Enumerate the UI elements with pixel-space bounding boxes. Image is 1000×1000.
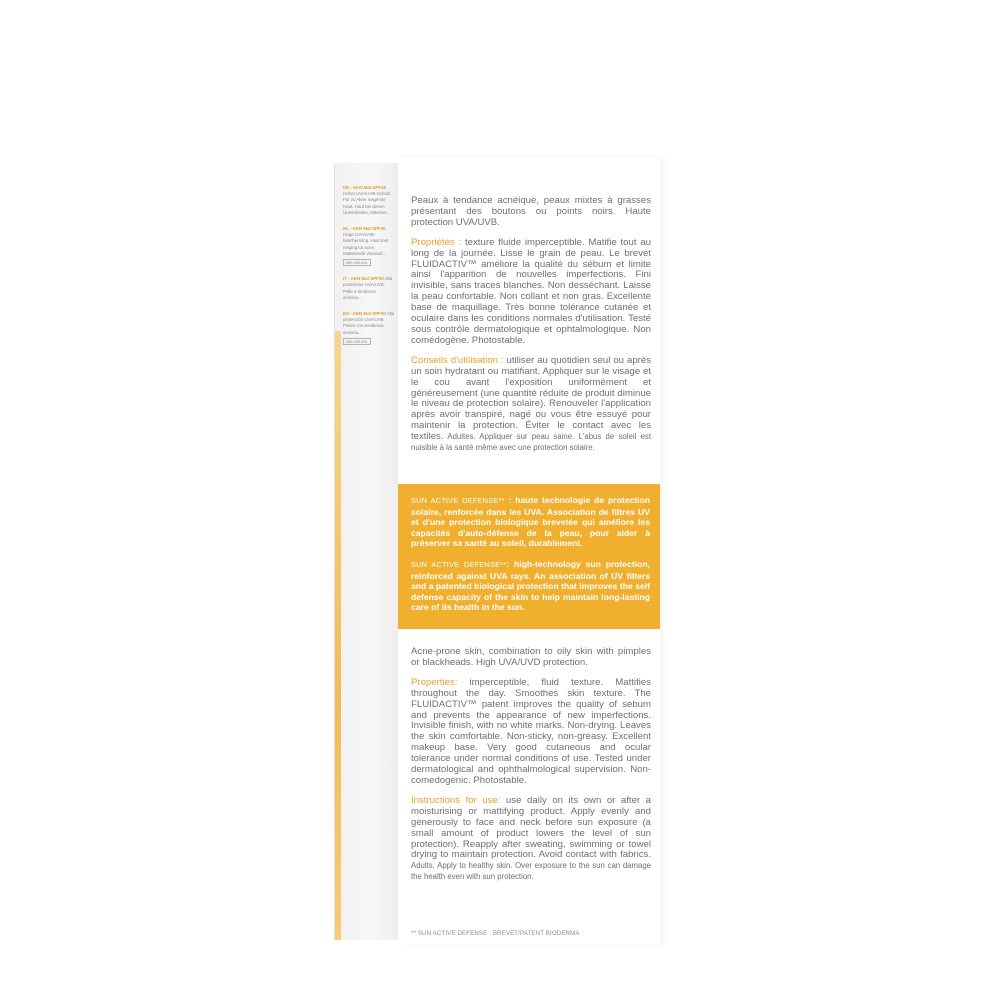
box-side-panel bbox=[334, 163, 399, 940]
sun-active-defense-banner bbox=[398, 484, 660, 629]
english-text-block bbox=[411, 647, 651, 892]
banner-en bbox=[411, 559, 650, 613]
side-heading-de: DE - AKN Mat SPF30 bbox=[343, 185, 386, 190]
side-body-it: Alta protezione UVA/UVB. Pelle a tendenza acneica... bbox=[343, 276, 393, 300]
en-properties-label: Properties: bbox=[411, 676, 458, 688]
side-heading-es: ES - AKN Mat SPF30 bbox=[343, 311, 386, 317]
side-code-2: 289-430-491 bbox=[343, 338, 371, 345]
side-block-it bbox=[343, 276, 395, 301]
side-body-nl: Hoge UVA/UVB-bescherming. Huid met neiging tot acne. Matterende vloeistof... bbox=[343, 232, 389, 256]
banner-en-brand: SUN ACTIVE DEFENSE** bbox=[411, 559, 507, 569]
fr-usage-small: Adultes. Appliquer sur peau saine. L'abus de soleil est nuisible à la santé même avec une protection solaire. bbox=[411, 432, 651, 453]
fr-usage bbox=[411, 356, 651, 454]
en-usage-text: use daily on its own or after a moisturising or mattifying product. Apply evenly and generously to face and neck before sun exposure (a small amount of product lowers the level of sun protection). Reapply after sweating, swimming or towel drying to maintain protection. Avoid contact with fabrics. bbox=[411, 794, 651, 861]
side-body-es: Alta protección UVA/UVB. Pieles con tendencia acneica... bbox=[343, 311, 395, 335]
side-body-de: Hoher UVA/UVB-Schutz. Für zu Akne neigende Haut. Haut bei denen Unreinheiten, Mitesser... bbox=[343, 191, 392, 215]
fr-intro: Peaux à tendance acnéique, peaux mixtes à grasses présentant des boutons ou points noirs. Haute protection UVA/UVB. bbox=[411, 195, 651, 228]
fr-properties-text: texture fluide imperceptible. Matifie tout au long de la journée. Lisse le grain de peau. Le brevet FLUIDACTIV™ améliore la qualité du sébum et limite ainsi l'apparition de nouvelles imperfections. Fini invisible, sans traces blanches. Non desséchant. Laisse la peau confortable. Non collant et non gras. Excellente base de maquillage. Très bonne tolérance cutanée et oculaire dans les conditions normales d'utilisation. Testé sous contrôle dermatologique et ophtalmologique. Non comédogène. Photostable. bbox=[411, 236, 651, 346]
fr-usage-label: Conseils d'utilisation : bbox=[411, 354, 504, 366]
side-block-nl bbox=[343, 226, 395, 266]
box-front-panel bbox=[398, 158, 660, 945]
side-heading-it: IT - AKN Mat SPF30 bbox=[343, 276, 384, 282]
en-usage-label: Instructions for use: bbox=[411, 794, 501, 806]
side-heading-nl: NL - AKN Mat SPF30 bbox=[343, 226, 386, 232]
side-block-de bbox=[343, 185, 395, 216]
en-properties-text: imperceptible, fluid texture. Mattifies throughout the day. Smoothes skin texture. The FLUIDACTIV™ patent improves the quality of sebum and prevents the appearance of new imperfections. Invisible finish, with no white marks. Non-drying. Leaves the skin comfortable. Non-sticky, non-greasy. Excellent makeup base. Very good cutaneous and ocular tolerance under normal conditions of use. Tested under dermatological and ophthalmological supervision. Non-comedogenic. Photostable. bbox=[411, 676, 651, 786]
en-intro: Acne-prone skin, combination to oily skin with pimples or blackheads. High UVA/UVD protection. bbox=[411, 646, 651, 668]
banner-content bbox=[411, 495, 650, 623]
side-code-1: 289-430-491 bbox=[343, 259, 371, 266]
banner-fr-text: : haute technologie de protection solaire, renforcée dans les UVA. Association de filtres UV et d'une protection biologique brevetée qui améliore les capacités d'auto-défense de la peau, pour aider à préserver sa santé au soleil, durablement. bbox=[411, 495, 651, 549]
fr-properties bbox=[411, 238, 651, 347]
side-multilingual-text bbox=[343, 185, 395, 355]
side-accent-stripe bbox=[335, 331, 341, 940]
side-block-es bbox=[343, 311, 395, 345]
en-usage bbox=[411, 796, 651, 883]
en-usage-small: Adults. Apply to healthy skin. Over exposure to the sun can damage the health even with sun protection. bbox=[411, 861, 651, 882]
banner-fr bbox=[411, 495, 650, 549]
en-properties bbox=[411, 678, 651, 787]
fr-properties-label: Propriétés : bbox=[411, 236, 462, 248]
banner-en-text: : high-technology sun protection, reinforced against UVA rays. An association of UV filters and a patented biological protection that improves the self defense capacity of the skin to help maintain long-lasting care of its health in the sun. bbox=[411, 558, 650, 613]
fr-usage-text: utiliser au quotidien seul ou après un soin hydratant ou matifiant. Appliquer sur le visage et le cou avant l'exposition uniformément et généreusement (une quantité réduite de produit diminue le niveau de protection solaire). Renouveler l'application après avoir transpiré, nagé ou vous être essuyé pour maintenir la protection. Éviter le contact avec les textiles. bbox=[411, 354, 651, 443]
french-text-block bbox=[411, 196, 651, 463]
patent-footnote: ** SUN ACTIVE DEFENSE : BREVET/PATENT BIODERMA bbox=[411, 930, 580, 937]
banner-fr-brand: SUN ACTIVE DEFENSE** bbox=[411, 496, 505, 505]
